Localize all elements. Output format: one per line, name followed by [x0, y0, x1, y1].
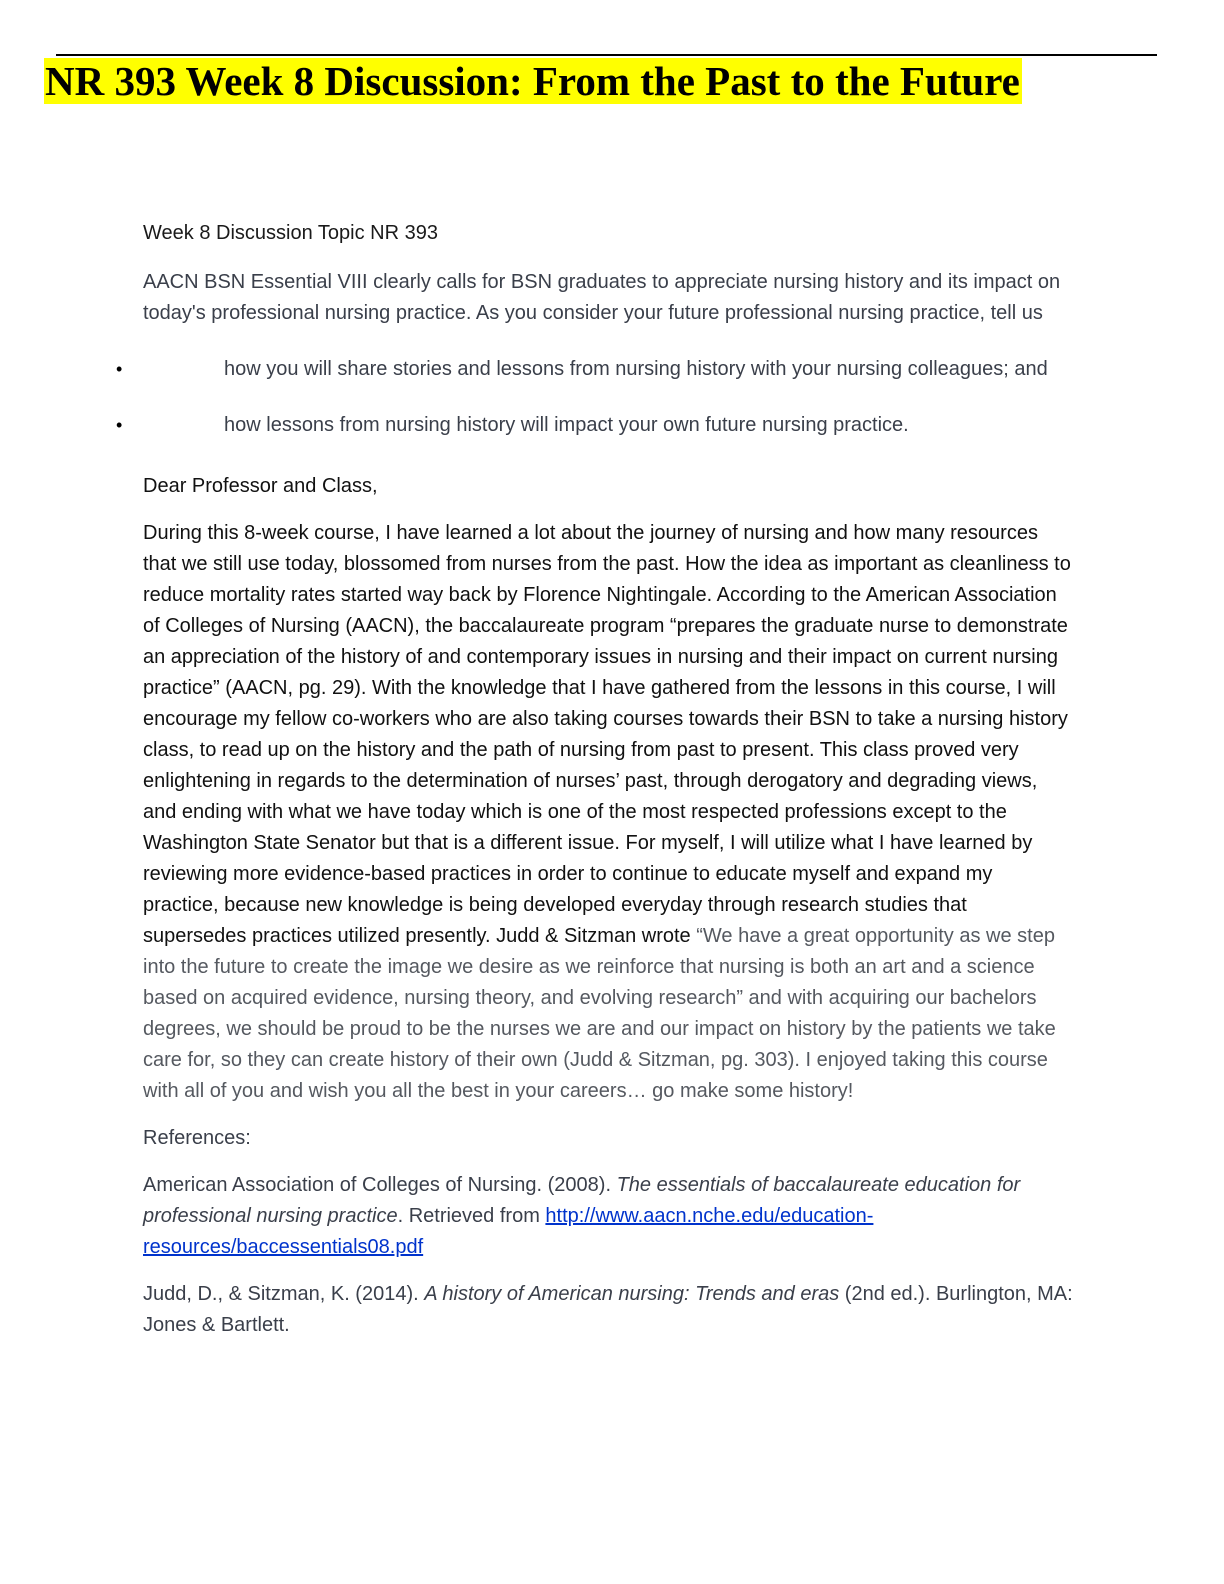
reference-detail: . Retrieved from: [397, 1205, 546, 1227]
reference-author: American Association of Colleges of Nursing. (2008).: [143, 1174, 617, 1196]
topic-heading: Week 8 Discussion Topic NR 393: [143, 222, 438, 244]
response-body-main: During this 8-week course, I have learned a lot about the journey of nursing and how many resources that we still use today, blossomed from nurses from the past. How the idea as important as cleanliness to reduce mortality rates started way back by Florence Nightingale. According to the American Association of Colleges of Nursing (AACN), the baccalaureate program “prepares the graduate nurse to demonstrate an appreciation of the history of and contemporary issues in nursing and their impact on current nursing practice” (AACN, pg. 29). With the knowledge that I have gathered from the lessons in this course, I will encourage my fellow co-workers who are also taking courses towards their BSN to take a nursing history class, to read up on the history and the path of nursing from past to present. This class proved very enlightening in regards to the determination of nurses’ past, through derogatory and degrading views, and ending with what we have today which is one of the most respected professions except to the Washington State Senator but that is a different issue. For myself, I will utilize what I have learned by reviewing more evidence-based practices in order to continue to educate myself and expand my practice, because new knowledge is being developed everyday through research studies that supersedes practices utilized presently. Judd & Sitzman wrote: [143, 522, 1071, 947]
response-body: [143, 518, 1073, 1107]
document-title: [44, 58, 1022, 104]
topic-bullet-list: [116, 354, 1073, 441]
document-title-text: NR 393 Week 8 Discussion: From the Past to the Future: [45, 58, 1020, 104]
reference-entry: [143, 1279, 1073, 1341]
response-body-quote: “We have a great opportunity as we step into the future to create the image we desire as we reinforce that nursing is both an art and a science based on acquired evidence, nursing theory, and evolving research” and with acquiring our bachelors degrees, we should be proud to be the nurses we are and our impact on history by the patients we take care for, so they can create history of their own (Judd & Sitzman, pg. 303). I enjoyed taking this course with all of you and wish you all the best in your careers… go make some history!: [143, 925, 1056, 1102]
document-body: [116, 218, 1073, 1357]
reference-author: Judd, D., & Sitzman, K. (2014).: [143, 1283, 425, 1305]
list-item: [116, 354, 1073, 385]
topic-prompt: AACN BSN Essential VIII clearly calls for BSN graduates to appreciate nursing history and its impact on today's professional nursing practice. As you consider your future professional nursing practice, tell us: [143, 271, 1061, 324]
bullet-icon: •: [116, 359, 123, 379]
bullet-text: how you will share stories and lessons from nursing history with your nursing colleagues; and: [224, 358, 1048, 380]
top-rule: [56, 54, 1157, 56]
reference-title: The essentials of baccalaureate education for professional nursing practice: [143, 1174, 1021, 1227]
response-greeting: Dear Professor and Class,: [143, 475, 378, 497]
bullet-text: how lessons from nursing history will impact your own future nursing practice.: [224, 414, 909, 436]
list-item: [116, 410, 1073, 441]
reference-title: A history of American nursing: Trends and eras: [424, 1283, 840, 1305]
reference-detail: (2nd ed.). Burlington, MA: Jones & Bartlett.: [143, 1283, 1073, 1336]
reference-entry: [143, 1170, 1073, 1263]
references-heading: References:: [143, 1127, 251, 1149]
reference-link[interactable]: http://www.aacn.nche.edu/education-resources/baccessentials08.pdf: [143, 1205, 874, 1258]
bullet-icon: •: [116, 415, 123, 435]
